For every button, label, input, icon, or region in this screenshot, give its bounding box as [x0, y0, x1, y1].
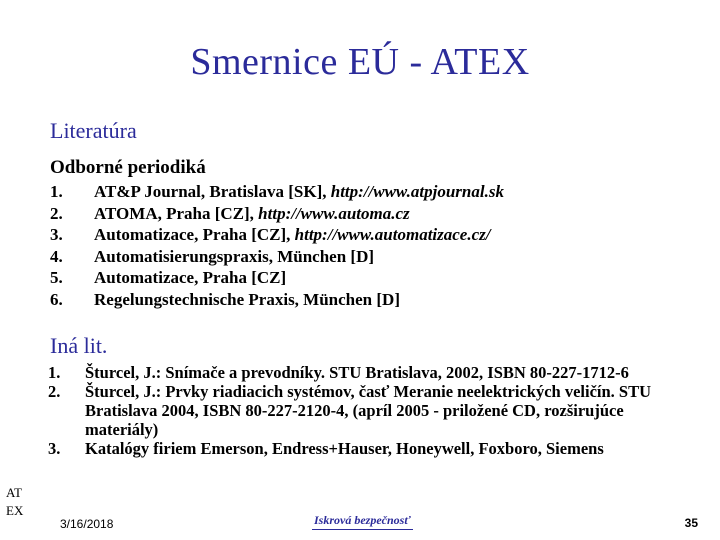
page-number: 35: [684, 516, 698, 530]
periodicals-heading: Odborné periodiká: [50, 157, 206, 178]
footer-title: Iskrová bezpečnosť: [312, 513, 413, 530]
list-item: [48, 439, 688, 458]
footer-date: 3/16/2018: [60, 517, 114, 531]
item-text: Šturcel, J.: Snímače a prevodníky. STU Bratislava, 2002, ISBN 80-227-1712-6: [85, 363, 629, 382]
item-link[interactable]: http://www.automatizace.cz/: [294, 225, 491, 244]
list-item: [48, 382, 688, 439]
atex-label: [6, 484, 23, 520]
item-text: Katalógy firiem Emerson, Endress+Hauser, Honeywell, Foxboro, Siemens: [85, 439, 604, 458]
atex-line-1: AT: [6, 485, 22, 500]
item-number: 5.: [50, 268, 63, 287]
item-text: Automatizace, Praha [CZ],: [94, 225, 295, 244]
item-number: 6.: [50, 289, 63, 309]
atex-line-2: EX: [6, 503, 24, 518]
item-text: Automatizace, Praha [CZ]: [94, 268, 287, 287]
other-literature-list: [48, 363, 688, 458]
list-item: [50, 224, 504, 246]
slide-title: Smernice EÚ - ATEX: [190, 41, 530, 83]
item-number: 1.: [48, 363, 61, 382]
list-item: [50, 203, 504, 225]
list-item: [50, 246, 504, 268]
periodicals-list: [50, 181, 504, 310]
item-number: 2.: [50, 203, 63, 223]
item-number: 4.: [50, 246, 63, 266]
item-number: 2.: [48, 382, 61, 401]
other-literature-heading: Iná lit.: [50, 333, 108, 358]
item-text: Regelungstechnische Praxis, München [D]: [94, 289, 400, 309]
item-number: 3.: [50, 225, 63, 244]
item-link[interactable]: http://www.atpjournal.sk: [330, 182, 504, 201]
item-text: Automatisierungspraxis, München [D]: [94, 246, 375, 266]
item-text: Šturcel, J.: Prvky riadiacich systémov, časť Meranie neelektrických veličín. STU Bratislava 2004, ISBN 80-227-2120-4, (apríl 2005 - priložené CD, rozširujúce materiály): [85, 382, 652, 439]
list-item: [50, 267, 504, 289]
list-item: [50, 289, 504, 311]
item-text: ATOMA, Praha [CZ],: [94, 203, 259, 223]
section-heading: Literatúra: [50, 118, 137, 143]
list-item: [50, 181, 504, 203]
item-link[interactable]: http://www.automa.cz: [258, 203, 410, 223]
item-number: 1.: [50, 182, 63, 201]
item-number: 3.: [48, 439, 61, 458]
list-item: [48, 363, 688, 382]
item-text: AT&P Journal, Bratislava [SK],: [94, 182, 331, 201]
